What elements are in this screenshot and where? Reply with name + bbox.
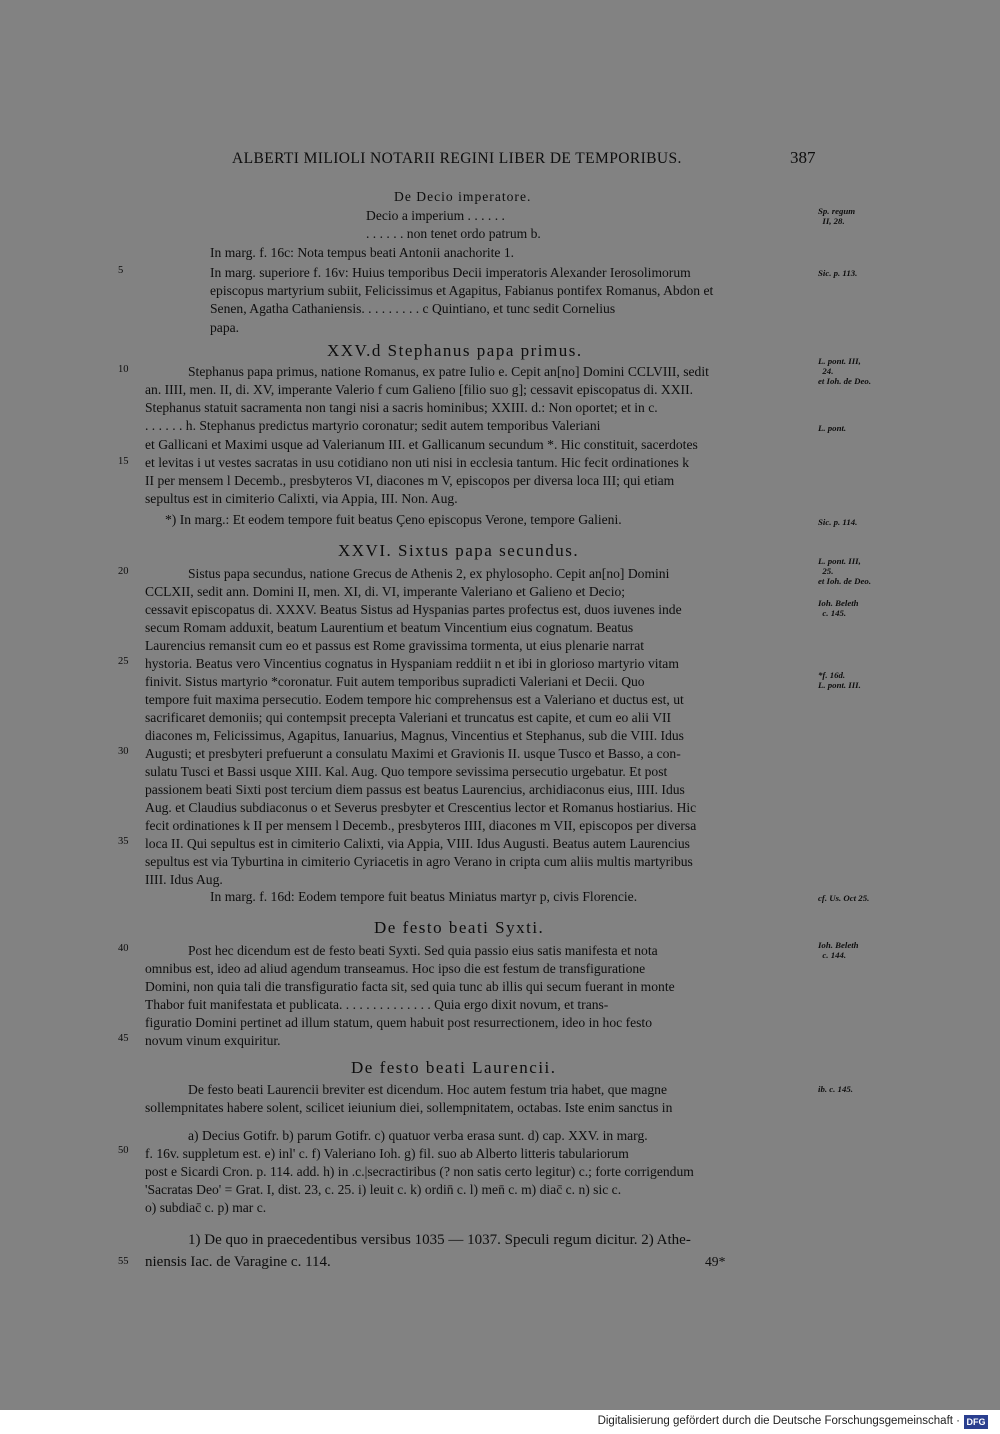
text-line: episcopus martyrium subiit, Felicissimus et Agapitus, Fabianus pontifex Romanus, Abdon et xyxy=(210,283,714,298)
apparatus-note: post e Sicardi Cron. p. 114. add. h) in .c.|secractiribus (? non satis certo legitur) c.; forte corrigendum xyxy=(145,1164,694,1179)
text-line: De festo beati Laurencii breviter est dicendum. Hoc autem festum tria habet, que magne xyxy=(188,1082,667,1097)
side-note: L. pont. III, 25. et Ioh. de Deo. xyxy=(818,556,872,586)
side-note: ib. c. 145. xyxy=(818,1084,853,1094)
footer-text: Digitalisierung gefördert durch die Deutsche Forschungsgemeinschaft · xyxy=(597,1415,960,1427)
text-line: CCLXII, sedit ann. Domini II, men. XI, di. VI, imperante Valeriano et Galieno et Decio; xyxy=(145,584,626,599)
text-line: passionem beati Sixti post tercium diem passus est beatus Laurencius, archidiaconus eius, IIII. Idus xyxy=(145,782,685,797)
text-line: omnibus est, ideo ad aliud agendum transeamus. Hoc ipso die est festum de transfiguratione xyxy=(145,961,646,976)
text-line: Decio a imperium . . . . . . xyxy=(366,208,505,223)
page-number: 387 xyxy=(790,148,816,167)
text-line: loca II. Qui sepultus est in cimiterio Calixti, via Appia, VIII. Idus Augusti. Beatus autem Laurencius xyxy=(145,836,690,851)
text-line: In marg. f. 16c: Nota tempus beati Antonii anachorite 1. xyxy=(210,245,515,260)
line-number: 45 xyxy=(118,1033,129,1044)
side-note: Ioh. Beleth c. 144. xyxy=(818,940,859,960)
text-line: sacrificaret demoniis; qui contempsit precepta Valeriani et truncatus est capite, et cum eo alii VII xyxy=(145,710,672,725)
text-line: Sistus papa secundus, natione Grecus de Athenis 2, ex phylosopho. Cepit an[no] Domini xyxy=(188,566,670,581)
text-line: sulatu Tusci et Bassi usque XIII. Kal. Aug. Quo tempore sevissima persecutio urgebatur. Et post xyxy=(145,764,668,779)
text-line: et Gallicani et Maximi usque ad Valerianum III. et Gallicanum secundum *. Hic constituit, sacerdotes xyxy=(145,437,698,452)
section-heading: De Decio imperatore. xyxy=(394,189,532,204)
dfg-logo-icon: DFG xyxy=(964,1415,988,1429)
footer-bar xyxy=(0,1410,1000,1434)
text-line: figuratio Domini pertinet ad illum statum, quem habuit post resurrectionem, ideo in hoc festo xyxy=(145,1015,653,1030)
apparatus-note: f. 16v. suppletum est. e) inl' c. f) Valeriano Ioh. g) fil. suo ab Alberto litteris tabulariorum xyxy=(145,1146,629,1161)
text-line: Laurencius remansit cum eo et passus est Rome gravissima tormenta, ut eius plenarie narrat xyxy=(145,638,645,653)
text-line: Post hec dicendum est de festo beati Syxti. Sed quia passio eius satis manifesta et nota xyxy=(188,943,658,958)
text-line: fecit ordinationes k II per mensem l Decemb., presbyteros IIII, diacones m VII, episcopos per diversa xyxy=(145,818,697,833)
text-line: II per mensem l Decemb., presbyteros VI, diacones m V, episcopos per diversa loca III; qui etiam xyxy=(145,473,675,488)
text-line: secum Romam adduxit, beatum Laurentium et beatum Vincentium eius cognatum. Beatus xyxy=(145,620,634,635)
line-number: 25 xyxy=(118,656,129,667)
text-line: Stephanus papa primus, natione Romanus, ex patre Iulio e. Cepit an[no] Domini CCLVIII, sedit xyxy=(188,364,709,379)
text-line: cessavit episcopatus di. XXXV. Beatus Sistus ad Hyspanias partes profectus est, duos iuvenes inde xyxy=(145,602,682,617)
chapter-heading: XXVI. Sixtus papa secundus. xyxy=(338,541,580,560)
text-line: sollempnitates habere solent, scilicet ieiunium diei, sollempnitatem, octabas. Iste enim sanctus in xyxy=(145,1100,673,1115)
text-line: In marg. superiore f. 16v: Huius temporibus Decii imperatoris Alexander Ierosolimorum xyxy=(210,265,691,280)
text-line: finivit. Sistus martyrio *coronatur. Fuit autem temporibus supradicti Valeriani et Decii. Quo xyxy=(145,674,645,689)
text-line: Aug. et Claudius subdiaconus o et Severus presbyter et Crescentius lector et Romanus hostiarius. Hic xyxy=(145,800,697,815)
signature-mark: 49* xyxy=(705,1254,726,1269)
line-number: 5 xyxy=(118,265,124,276)
line-number: 30 xyxy=(118,746,129,757)
section-heading: De festo beati Syxti. xyxy=(374,918,545,937)
text-line: Thabor fuit manifestata et publicata. . . . . . . . . . . . . . Quia ergo dixit novum, et trans- xyxy=(145,997,609,1012)
side-note: *f. 16d. L. pont. III. xyxy=(818,670,861,690)
side-note: Sic. p. 114. xyxy=(818,517,858,527)
text-line: Augusti; et presbyteri prefuerunt a consulatu Maximi et Gravionis II. usque Tusco et Basso, a con- xyxy=(145,746,681,761)
side-note: Sp. regum II, 28. xyxy=(818,206,856,226)
marginal-note: In marg. f. 16d: Eodem tempore fuit beatus Miniatus martyr p, civis Florencie. xyxy=(210,889,638,904)
text-line: an. IIII, men. II, di. XV, imperante Valerio f cum Galieno [filio suo g]; cessavit episcopatus di. XXII. xyxy=(145,382,694,397)
line-number: 40 xyxy=(118,943,129,954)
side-note: Sic. p. 113. xyxy=(818,268,858,278)
text-line: Senen, Agatha Cathaniensis. . . . . . . . . c Quintiano, et tunc sedit Cornelius xyxy=(210,301,616,316)
footnote: niensis Iac. de Varagine c. 114. xyxy=(145,1254,331,1270)
footnote: 1) De quo in praecedentibus versibus 1035 — 1037. Speculi regum dicitur. 2) Athe- xyxy=(188,1232,691,1248)
text-line: Domini, non quia tali die transfiguratio facta sit, sed quia tunc ab illis qui secum fuerant in monte xyxy=(145,979,675,994)
side-note: cf. Us. Oct 25. xyxy=(818,893,870,903)
text-line: sepultus est in cimiterio Calixti, via Appia, III. Non. Aug. xyxy=(145,491,458,506)
running-title: ALBERTI MILIOLI NOTARII REGINI LIBER DE TEMPORIBUS. xyxy=(232,150,682,167)
section-heading: De festo beati Laurencii. xyxy=(351,1058,557,1077)
text-line: IIII. Idus Aug. xyxy=(145,872,223,887)
line-number: 10 xyxy=(118,364,129,375)
line-number: 20 xyxy=(118,566,129,577)
side-note: L. pont. III, 24. et Ioh. de Deo. xyxy=(818,356,872,386)
apparatus-note: o) subdiac̄ c. p) mar c. xyxy=(145,1200,267,1215)
line-number: 35 xyxy=(118,836,129,847)
text-line: Stephanus statuit sacramenta non tangi nisi a sacris hominibus; XXIII. d.: Non oportet; et in c. xyxy=(145,400,658,415)
text-line: papa. xyxy=(210,320,240,335)
text-line: diacones m, Felicissimus, Agapitus, Ianuarius, Magnus, Vincentius et Stephanus, sub die VIII. Idus xyxy=(145,728,684,743)
marginal-note: *) In marg.: Et eodem tempore fuit beatus Çeno episcopus Verone, tempore Galieni. xyxy=(165,512,622,527)
text-line: novum vinum exquiritur. xyxy=(145,1033,281,1048)
apparatus-note: 'Sacratas Deo' = Grat. I, dist. 23, c. 25. i) leuit c. k) ordin̄ c. l) men̄ c. m) diac̄ c. n) sic c. xyxy=(145,1182,622,1197)
text-line: et levitas i ut vestes sacratas in usu cotidiano non uti nisi in ecclesia tantum. Hic fecit ordinationes k xyxy=(145,455,689,470)
text-line: . . . . . . non tenet ordo patrum b. xyxy=(366,226,541,241)
side-note: L. pont. xyxy=(818,423,847,433)
apparatus-note: a) Decius Gotifr. b) parum Gotifr. c) quatuor verba erasa sunt. d) cap. XXV. in marg. xyxy=(188,1128,648,1143)
text-line: hystoria. Beatus vero Vincentius cognatus in Hyspaniam reddiit n et ibi in glorioso martyrio vitam xyxy=(145,656,679,671)
text-line: tempore fuit maxima persecutio. Eodem tempore hic comprehensus est a Valeriano et ductus est, ut xyxy=(145,692,684,707)
line-number: 50 xyxy=(118,1145,129,1156)
line-number: 15 xyxy=(118,456,129,467)
line-number: 55 xyxy=(118,1256,129,1267)
text-line: . . . . . . h. Stephanus predictus martyrio coronatur; sedit autem temporibus Valeriani xyxy=(145,418,601,433)
text-line: sepultus est via Tyburtina in cimiterio Cyriacetis in agro Verano in cripta cum aliis multis martyribus xyxy=(145,854,693,869)
side-note: Ioh. Beleth c. 145. xyxy=(818,598,859,618)
chapter-heading: XXV.d Stephanus papa primus. xyxy=(327,341,583,360)
